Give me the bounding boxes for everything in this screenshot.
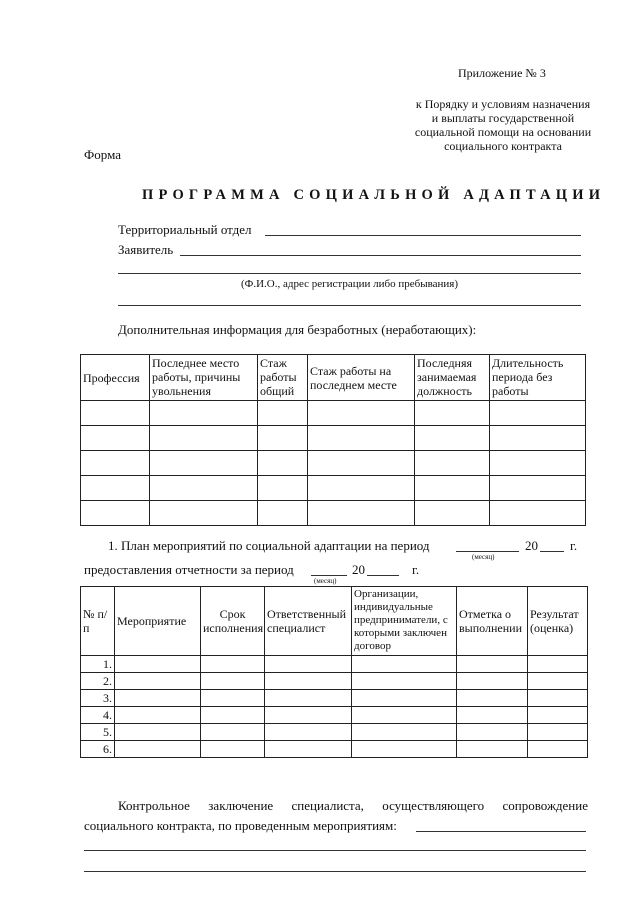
- table-cell[interactable]: [490, 476, 586, 501]
- report-period-label: предоставления отчетности за период: [84, 562, 294, 577]
- table-cell[interactable]: [457, 656, 528, 673]
- applicant-field-line2[interactable]: [118, 273, 581, 274]
- header-organizations: Организации, индивидуальные предприниматели, с которыми заключен договор: [352, 587, 457, 656]
- table-cell[interactable]: [528, 656, 588, 673]
- table-cell[interactable]: [265, 707, 352, 724]
- table-cell[interactable]: [490, 451, 586, 476]
- table-cell[interactable]: [150, 426, 258, 451]
- conclusion-line-2: социального контракта, по проведенным мероприятиям:: [84, 818, 397, 833]
- appendix-reference: [394, 97, 612, 153]
- header-deadline: Срок исполнения: [201, 587, 265, 656]
- row-number: 5.: [81, 724, 115, 741]
- month-hint: (месяц): [472, 553, 495, 561]
- table-cell[interactable]: [457, 724, 528, 741]
- table-cell[interactable]: [528, 724, 588, 741]
- header-profession: Профессия: [81, 355, 150, 401]
- header-total-experience: Стаж работы общий: [258, 355, 308, 401]
- table-cell[interactable]: [528, 741, 588, 758]
- table-cell[interactable]: [115, 724, 201, 741]
- header-last-position: Последняя занимаемая должность: [415, 355, 490, 401]
- appendix-ref-line: социальной помощи на основании: [414, 125, 592, 139]
- table-cell[interactable]: [115, 673, 201, 690]
- row-number: 3.: [81, 690, 115, 707]
- table-cell[interactable]: [115, 707, 201, 724]
- header-unemployment-duration: Длительность периода без работы: [490, 355, 586, 401]
- table-cell[interactable]: [81, 401, 150, 426]
- table-cell[interactable]: [308, 426, 415, 451]
- header-activity: Мероприятие: [115, 587, 201, 656]
- table-cell[interactable]: [352, 724, 457, 741]
- table-cell[interactable]: [265, 690, 352, 707]
- table-cell[interactable]: [150, 476, 258, 501]
- table-cell[interactable]: [415, 426, 490, 451]
- table-row: [81, 673, 588, 690]
- table-cell[interactable]: [352, 673, 457, 690]
- fio-hint: (Ф.И.О., адрес регистрации либо пребывания): [240, 278, 459, 290]
- table-cell[interactable]: [528, 707, 588, 724]
- header-responsible: Ответственный специалист: [265, 587, 352, 656]
- header-completion-mark: Отметка о выполнении: [457, 587, 528, 656]
- table-row: [81, 724, 588, 741]
- table-cell[interactable]: [201, 707, 265, 724]
- table-cell[interactable]: [201, 690, 265, 707]
- table-cell[interactable]: [415, 501, 490, 526]
- territorial-field[interactable]: [265, 235, 581, 236]
- header-number: № п/п: [81, 587, 115, 656]
- report-month-field[interactable]: [311, 575, 347, 576]
- row-number: 6.: [81, 741, 115, 758]
- table-cell[interactable]: [457, 707, 528, 724]
- table-cell[interactable]: [352, 656, 457, 673]
- year-prefix: 20: [525, 538, 538, 553]
- table-row: [81, 656, 588, 673]
- activity-plan-table: [80, 586, 588, 758]
- month-hint-2: (месяц): [314, 577, 337, 585]
- table-row: [81, 476, 586, 501]
- table-cell[interactable]: [150, 501, 258, 526]
- table-cell[interactable]: [201, 673, 265, 690]
- table-cell[interactable]: [352, 741, 457, 758]
- applicant-label: Заявитель: [118, 242, 174, 257]
- unemployed-info-table: [80, 354, 586, 526]
- table-row: [81, 741, 588, 758]
- appendix-ref-line: к Порядку и условиям назначения: [415, 97, 591, 111]
- conclusion-field[interactable]: [416, 831, 586, 832]
- extra-info-label: Дополнительная информация для безработных (неработающих):: [118, 322, 477, 337]
- conclusion-field-line2[interactable]: [84, 850, 586, 851]
- report-year-prefix: 20: [352, 562, 365, 577]
- table-row: [81, 401, 586, 426]
- table-cell[interactable]: [81, 426, 150, 451]
- row-number: 1.: [81, 656, 115, 673]
- table-cell[interactable]: [115, 656, 201, 673]
- table-cell[interactable]: [258, 501, 308, 526]
- table-row: [81, 501, 586, 526]
- table-cell[interactable]: [490, 401, 586, 426]
- row-number: 2.: [81, 673, 115, 690]
- table-row: [81, 451, 586, 476]
- document-title: ПРОГРАММА СОЦИАЛЬНОЙ АДАПТАЦИИ: [142, 187, 606, 203]
- appendix-ref-line: социального контракта: [444, 139, 562, 153]
- table-cell[interactable]: [115, 741, 201, 758]
- report-year-suffix: г.: [412, 562, 420, 577]
- table-cell[interactable]: [201, 741, 265, 758]
- table-cell[interactable]: [457, 690, 528, 707]
- period-month-field[interactable]: [456, 551, 519, 552]
- header-last-experience: Стаж работы на последнем месте: [308, 355, 415, 401]
- plan-item: 1. План мероприятий по социальной адаптации на период: [108, 538, 430, 553]
- table-cell[interactable]: [265, 656, 352, 673]
- table-cell[interactable]: [81, 451, 150, 476]
- table-cell[interactable]: [258, 426, 308, 451]
- appendix-label: Приложение № 3: [458, 66, 546, 80]
- row-number: 4.: [81, 707, 115, 724]
- table-cell[interactable]: [265, 673, 352, 690]
- table-row: [81, 426, 586, 451]
- table-cell[interactable]: [352, 690, 457, 707]
- table-cell[interactable]: [258, 451, 308, 476]
- table-cell[interactable]: [150, 451, 258, 476]
- table-cell[interactable]: [81, 476, 150, 501]
- table-cell[interactable]: [115, 690, 201, 707]
- table-cell[interactable]: [150, 401, 258, 426]
- appendix-ref-line: и выплаты государственной: [431, 111, 575, 125]
- table-cell[interactable]: [81, 501, 150, 526]
- table-cell[interactable]: [415, 451, 490, 476]
- year-suffix: г.: [570, 538, 578, 553]
- header-last-job: Последнее место работы, причины увольнения: [150, 355, 258, 401]
- table-cell[interactable]: [352, 707, 457, 724]
- period-year-field[interactable]: [540, 551, 564, 552]
- table-cell[interactable]: [308, 501, 415, 526]
- table-cell[interactable]: [528, 690, 588, 707]
- table-cell[interactable]: [308, 451, 415, 476]
- conclusion-line-1: Контрольное заключение специалиста, осуществляющего сопровождение: [118, 798, 588, 813]
- table-cell[interactable]: [258, 476, 308, 501]
- conclusion-field-line3[interactable]: [84, 871, 586, 872]
- table-cell[interactable]: [265, 724, 352, 741]
- territorial-label: Территориальный отдел: [118, 222, 252, 237]
- table-cell[interactable]: [415, 476, 490, 501]
- applicant-field-line3[interactable]: [118, 305, 581, 306]
- table-cell[interactable]: [490, 501, 586, 526]
- table-cell[interactable]: [415, 401, 490, 426]
- forma-label: Форма: [84, 147, 121, 162]
- table-cell[interactable]: [201, 724, 265, 741]
- table-cell[interactable]: [258, 401, 308, 426]
- table-cell[interactable]: [201, 656, 265, 673]
- table-cell[interactable]: [265, 741, 352, 758]
- table-cell[interactable]: [490, 426, 586, 451]
- header-result: Результат (оценка): [528, 587, 588, 656]
- table-cell[interactable]: [528, 673, 588, 690]
- table-cell[interactable]: [308, 401, 415, 426]
- report-year-field[interactable]: [367, 575, 399, 576]
- table-cell[interactable]: [457, 741, 528, 758]
- table-row: [81, 690, 588, 707]
- table-cell[interactable]: [308, 476, 415, 501]
- applicant-field[interactable]: [180, 255, 581, 256]
- table-row: [81, 707, 588, 724]
- table-cell[interactable]: [457, 673, 528, 690]
